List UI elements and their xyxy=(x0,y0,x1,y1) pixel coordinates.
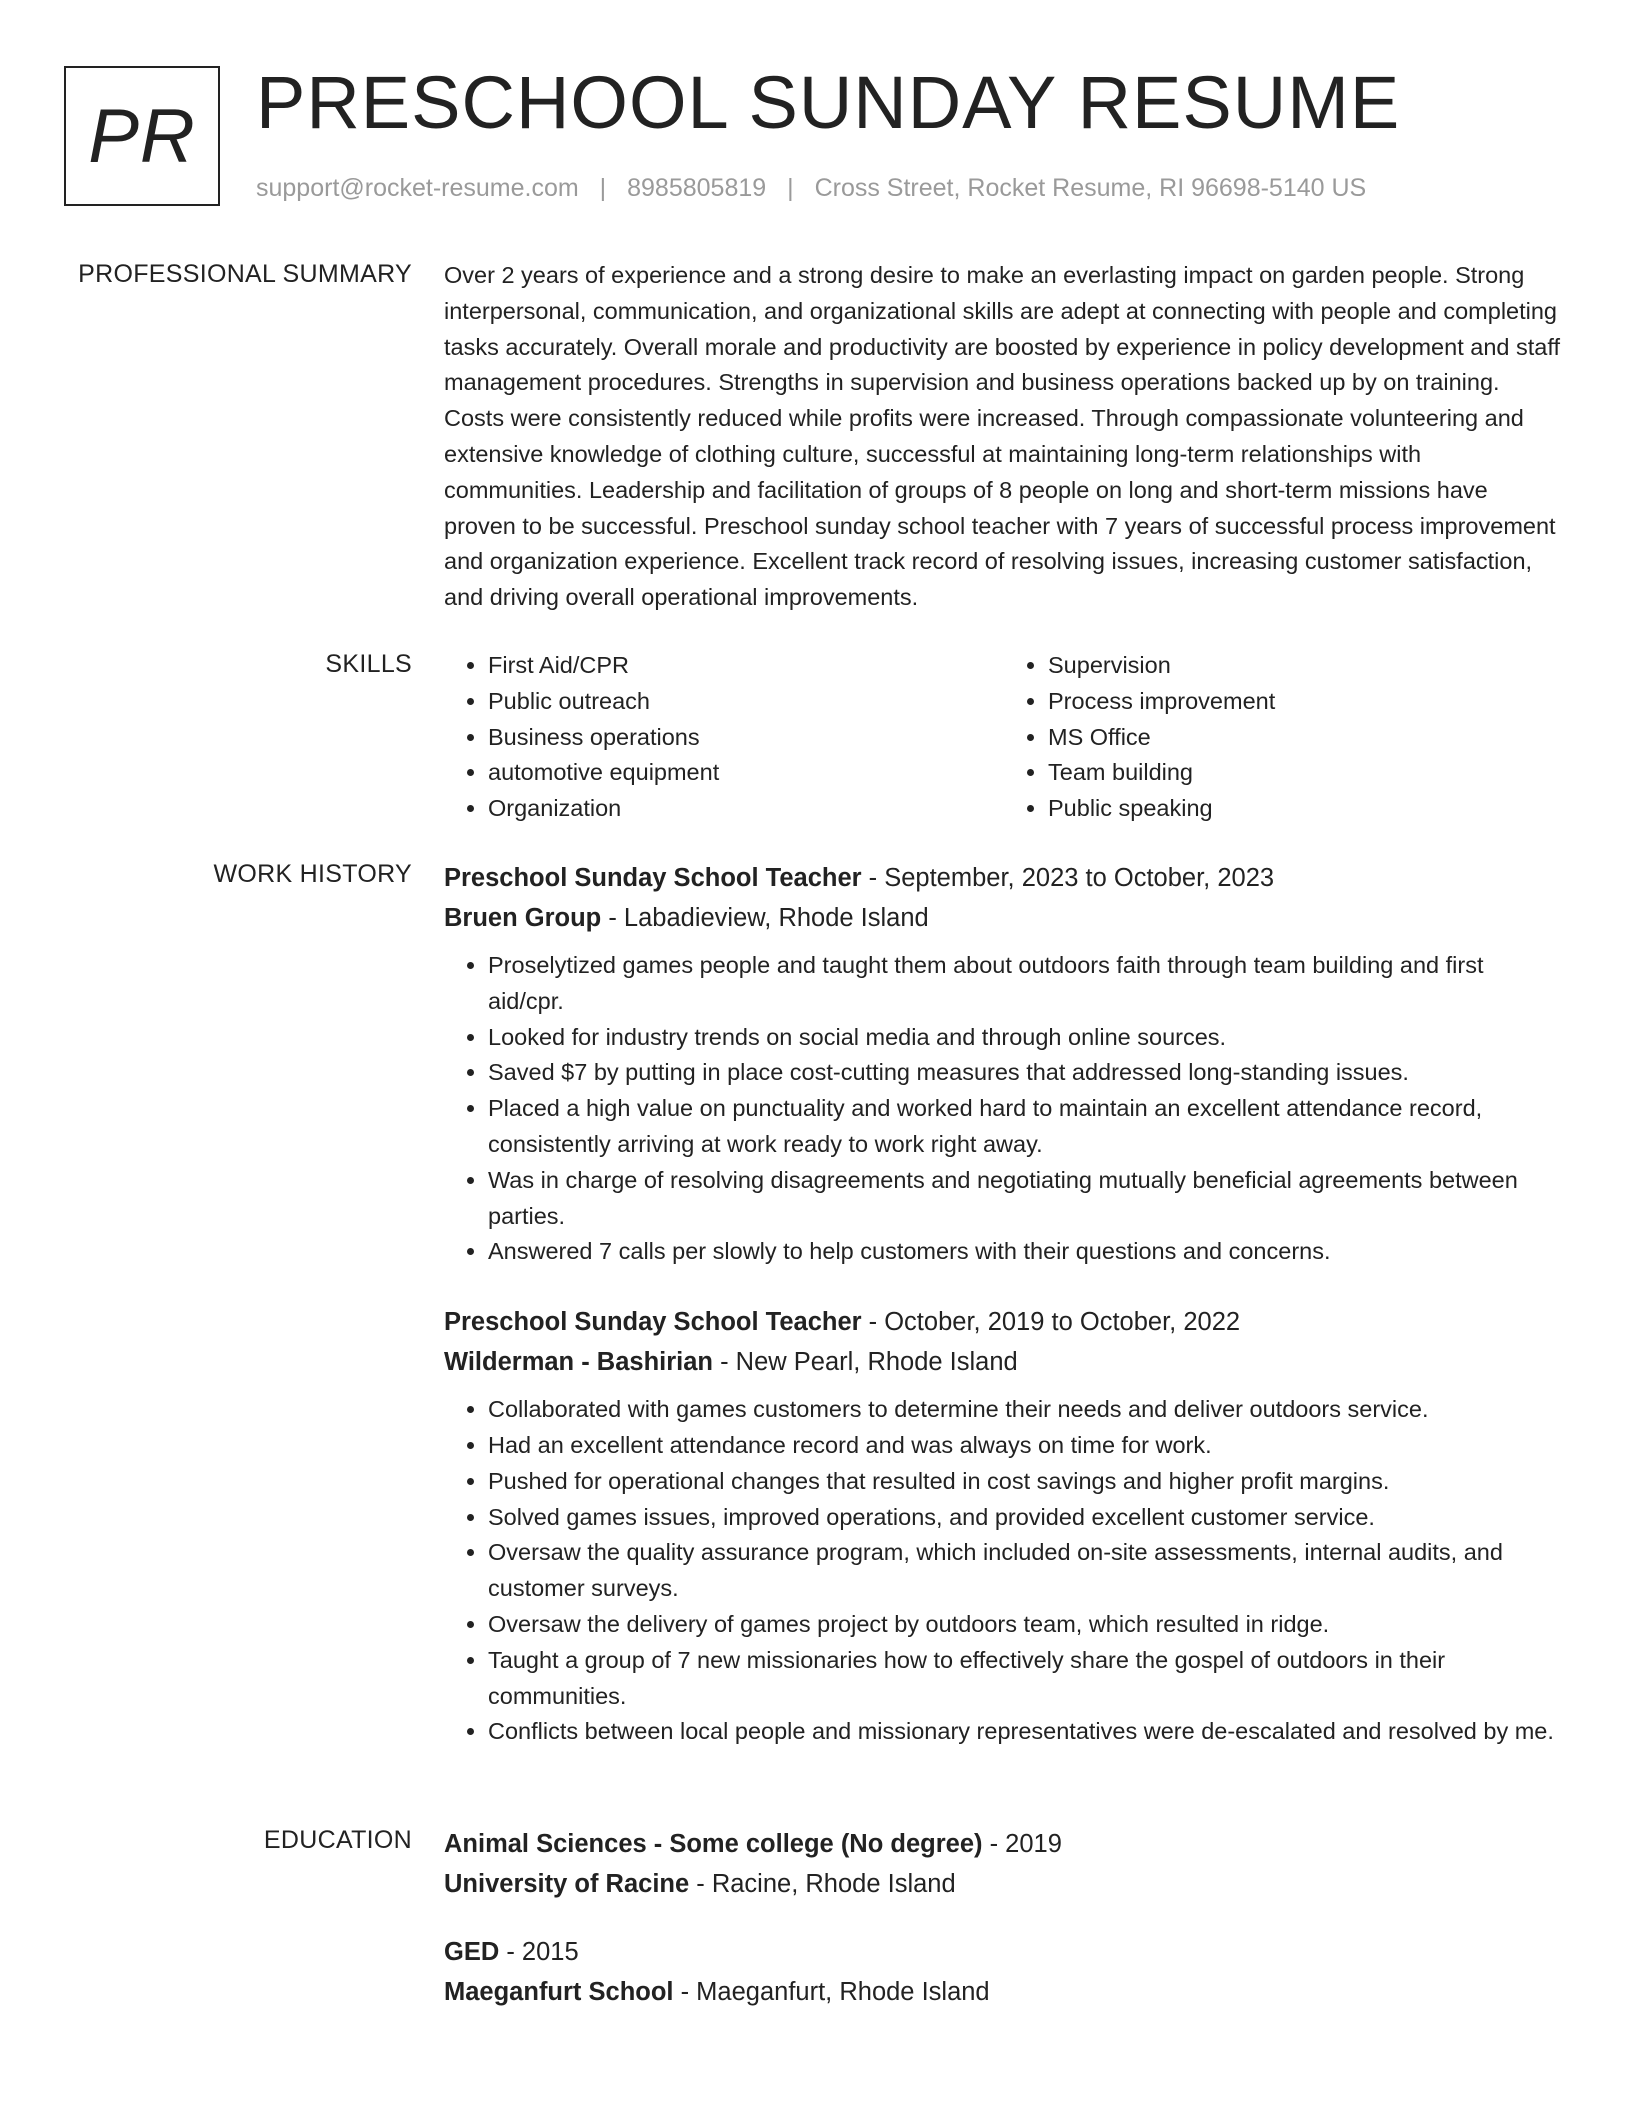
education-school-line xyxy=(444,1972,1564,2012)
contact-separator: | xyxy=(599,174,607,202)
job-bullet: • Answered 7 calls per slowly to help customers with their questions and concerns. xyxy=(488,1234,1564,1270)
job-bullet: • Solved games issues, improved operations, and provided excellent customer service. xyxy=(488,1500,1564,1536)
job-bullet: • Proselytized games people and taught them about outdoors faith through team building and first aid/cpr. xyxy=(488,948,1564,1020)
job-bullets xyxy=(444,1392,1564,1750)
work-history-body xyxy=(444,858,1564,1750)
education-school: University of Racine xyxy=(444,1870,690,1898)
job-title: Preschool Sunday School Teacher xyxy=(444,864,862,892)
education-year: - 2015 xyxy=(499,1938,579,1966)
job-bullet: • Conflicts between local people and missionary representatives were de-escalated and resolved by me. xyxy=(488,1714,1564,1750)
job-bullet: • Saved $7 by putting in place cost-cutting measures that addressed long-standing issues. xyxy=(488,1055,1564,1091)
job-location: - Labadieview, Rhode Island xyxy=(601,904,929,932)
job-bullet: • Looked for industry trends on social media and through online sources. xyxy=(488,1020,1564,1056)
contact-line xyxy=(256,174,1366,203)
job-title-line xyxy=(444,858,1564,898)
job-dates: - September, 2023 to October, 2023 xyxy=(861,864,1275,892)
job-location: - New Pearl, Rhode Island xyxy=(713,1348,1018,1377)
education-entry xyxy=(444,1932,1564,2012)
job-bullet: • Oversaw the delivery of games project by outdoors team, which resulted in ridge. xyxy=(488,1607,1564,1643)
education-degree-line xyxy=(444,1932,1564,1972)
education-location: - Maeganfurt, Rhode Island xyxy=(673,1978,990,2006)
job-title-line xyxy=(444,1302,1564,1342)
education-degree: GED xyxy=(444,1938,500,1966)
job-company-line xyxy=(444,898,1564,938)
skill-item: • Business operations xyxy=(488,720,1004,756)
job-bullet: • Had an excellent attendance record and was always on time for work. xyxy=(488,1428,1564,1464)
education-degree-line xyxy=(444,1824,1564,1864)
job-bullet: • Pushed for operational changes that resulted in cost savings and higher profit margins. xyxy=(488,1464,1564,1500)
education-location: - Racine, Rhode Island xyxy=(689,1870,956,1898)
contact-email: support@rocket-resume.com xyxy=(256,174,579,202)
job-bullet: • Oversaw the quality assurance program, which included on-site assessments, internal audits, and customer surveys. xyxy=(488,1535,1564,1607)
job-entry xyxy=(444,1302,1564,1750)
skills-list-left xyxy=(444,648,1004,827)
section-label-summary: PROFESSIONAL SUMMARY xyxy=(78,260,412,288)
education-year: - 2019 xyxy=(982,1830,1062,1858)
contact-address: Cross Street, Rocket Resume, RI 96698-5140 US xyxy=(814,174,1367,202)
summary-body xyxy=(444,258,1564,616)
skill-item: • Organization xyxy=(488,791,1004,827)
job-bullet: • Collaborated with games customers to determine their needs and deliver outdoors service. xyxy=(488,1392,1564,1428)
job-company-line xyxy=(444,1342,1564,1382)
job-company: Wilderman - Bashirian xyxy=(444,1348,713,1377)
education-body xyxy=(444,1824,1564,2012)
monogram-badge: PR xyxy=(64,66,220,206)
skill-item: • Supervision xyxy=(1048,648,1564,684)
section-label-work: WORK HISTORY xyxy=(213,860,412,888)
job-company: Bruen Group xyxy=(444,904,602,932)
section-label-education: EDUCATION xyxy=(263,1826,412,1854)
education-school-line xyxy=(444,1864,1564,1904)
job-bullet: • Placed a high value on punctuality and worked hard to maintain an excellent attendance record, consistently arriving at work ready to work right away. xyxy=(488,1091,1564,1163)
job-title: Preschool Sunday School Teacher xyxy=(444,1308,862,1337)
job-entry xyxy=(444,858,1564,1270)
skill-item: • Public outreach xyxy=(488,684,1004,720)
skill-item: • MS Office xyxy=(1048,720,1564,756)
skill-item: • First Aid/CPR xyxy=(488,648,1004,684)
skill-item: • Process improvement xyxy=(1048,684,1564,720)
summary-text: Over 2 years of experience and a strong desire to make an everlasting impact on garden people. Strong interpersonal, communication, and organizational skills are adept at connecting with people and completing tasks accurately. Overall morale and productivity are boosted by experience in policy development and staff management procedures. Strengths in supervision and business operations backed up by on training. Costs were consistently reduced while profits were increased. Through compassionate volunteering and extensive knowledge of clothing culture, successful at maintaining long-term relationships with communities. Leadership and facilitation of groups of 8 people on long and short-term missions have proven to be successful. Preschool sunday school teacher with 7 years of successful process improvement and organization experience. Excellent track record of resolving issues, increasing customer satisfaction, and driving overall operational improvements. xyxy=(444,262,1560,611)
contact-separator: | xyxy=(787,174,794,202)
job-dates: - October, 2019 to October, 2022 xyxy=(861,1308,1241,1337)
contact-phone: 8985805819 xyxy=(627,174,767,202)
skill-item: • Public speaking xyxy=(1048,791,1564,827)
job-bullets xyxy=(444,948,1564,1270)
resume-header xyxy=(64,61,1564,216)
education-entry xyxy=(444,1824,1564,1904)
skill-item: • automotive equipment xyxy=(488,755,1004,791)
job-bullet: • Taught a group of 7 new missionaries how to effectively share the gospel of outdoors in their communities. xyxy=(488,1643,1564,1715)
section-label-skills: SKILLS xyxy=(325,650,412,678)
skill-item: • Team building xyxy=(1048,755,1564,791)
skills-body xyxy=(444,648,1564,827)
education-degree: Animal Sciences - Some college (No degree) xyxy=(444,1830,983,1858)
job-bullet: • Was in charge of resolving disagreements and negotiating mutually beneficial agreements between parties. xyxy=(488,1163,1564,1235)
skills-list-right xyxy=(1004,648,1564,827)
resume-name: PRESCHOOL SUNDAY RESUME xyxy=(256,61,1401,144)
education-school: Maeganfurt School xyxy=(444,1978,674,2006)
